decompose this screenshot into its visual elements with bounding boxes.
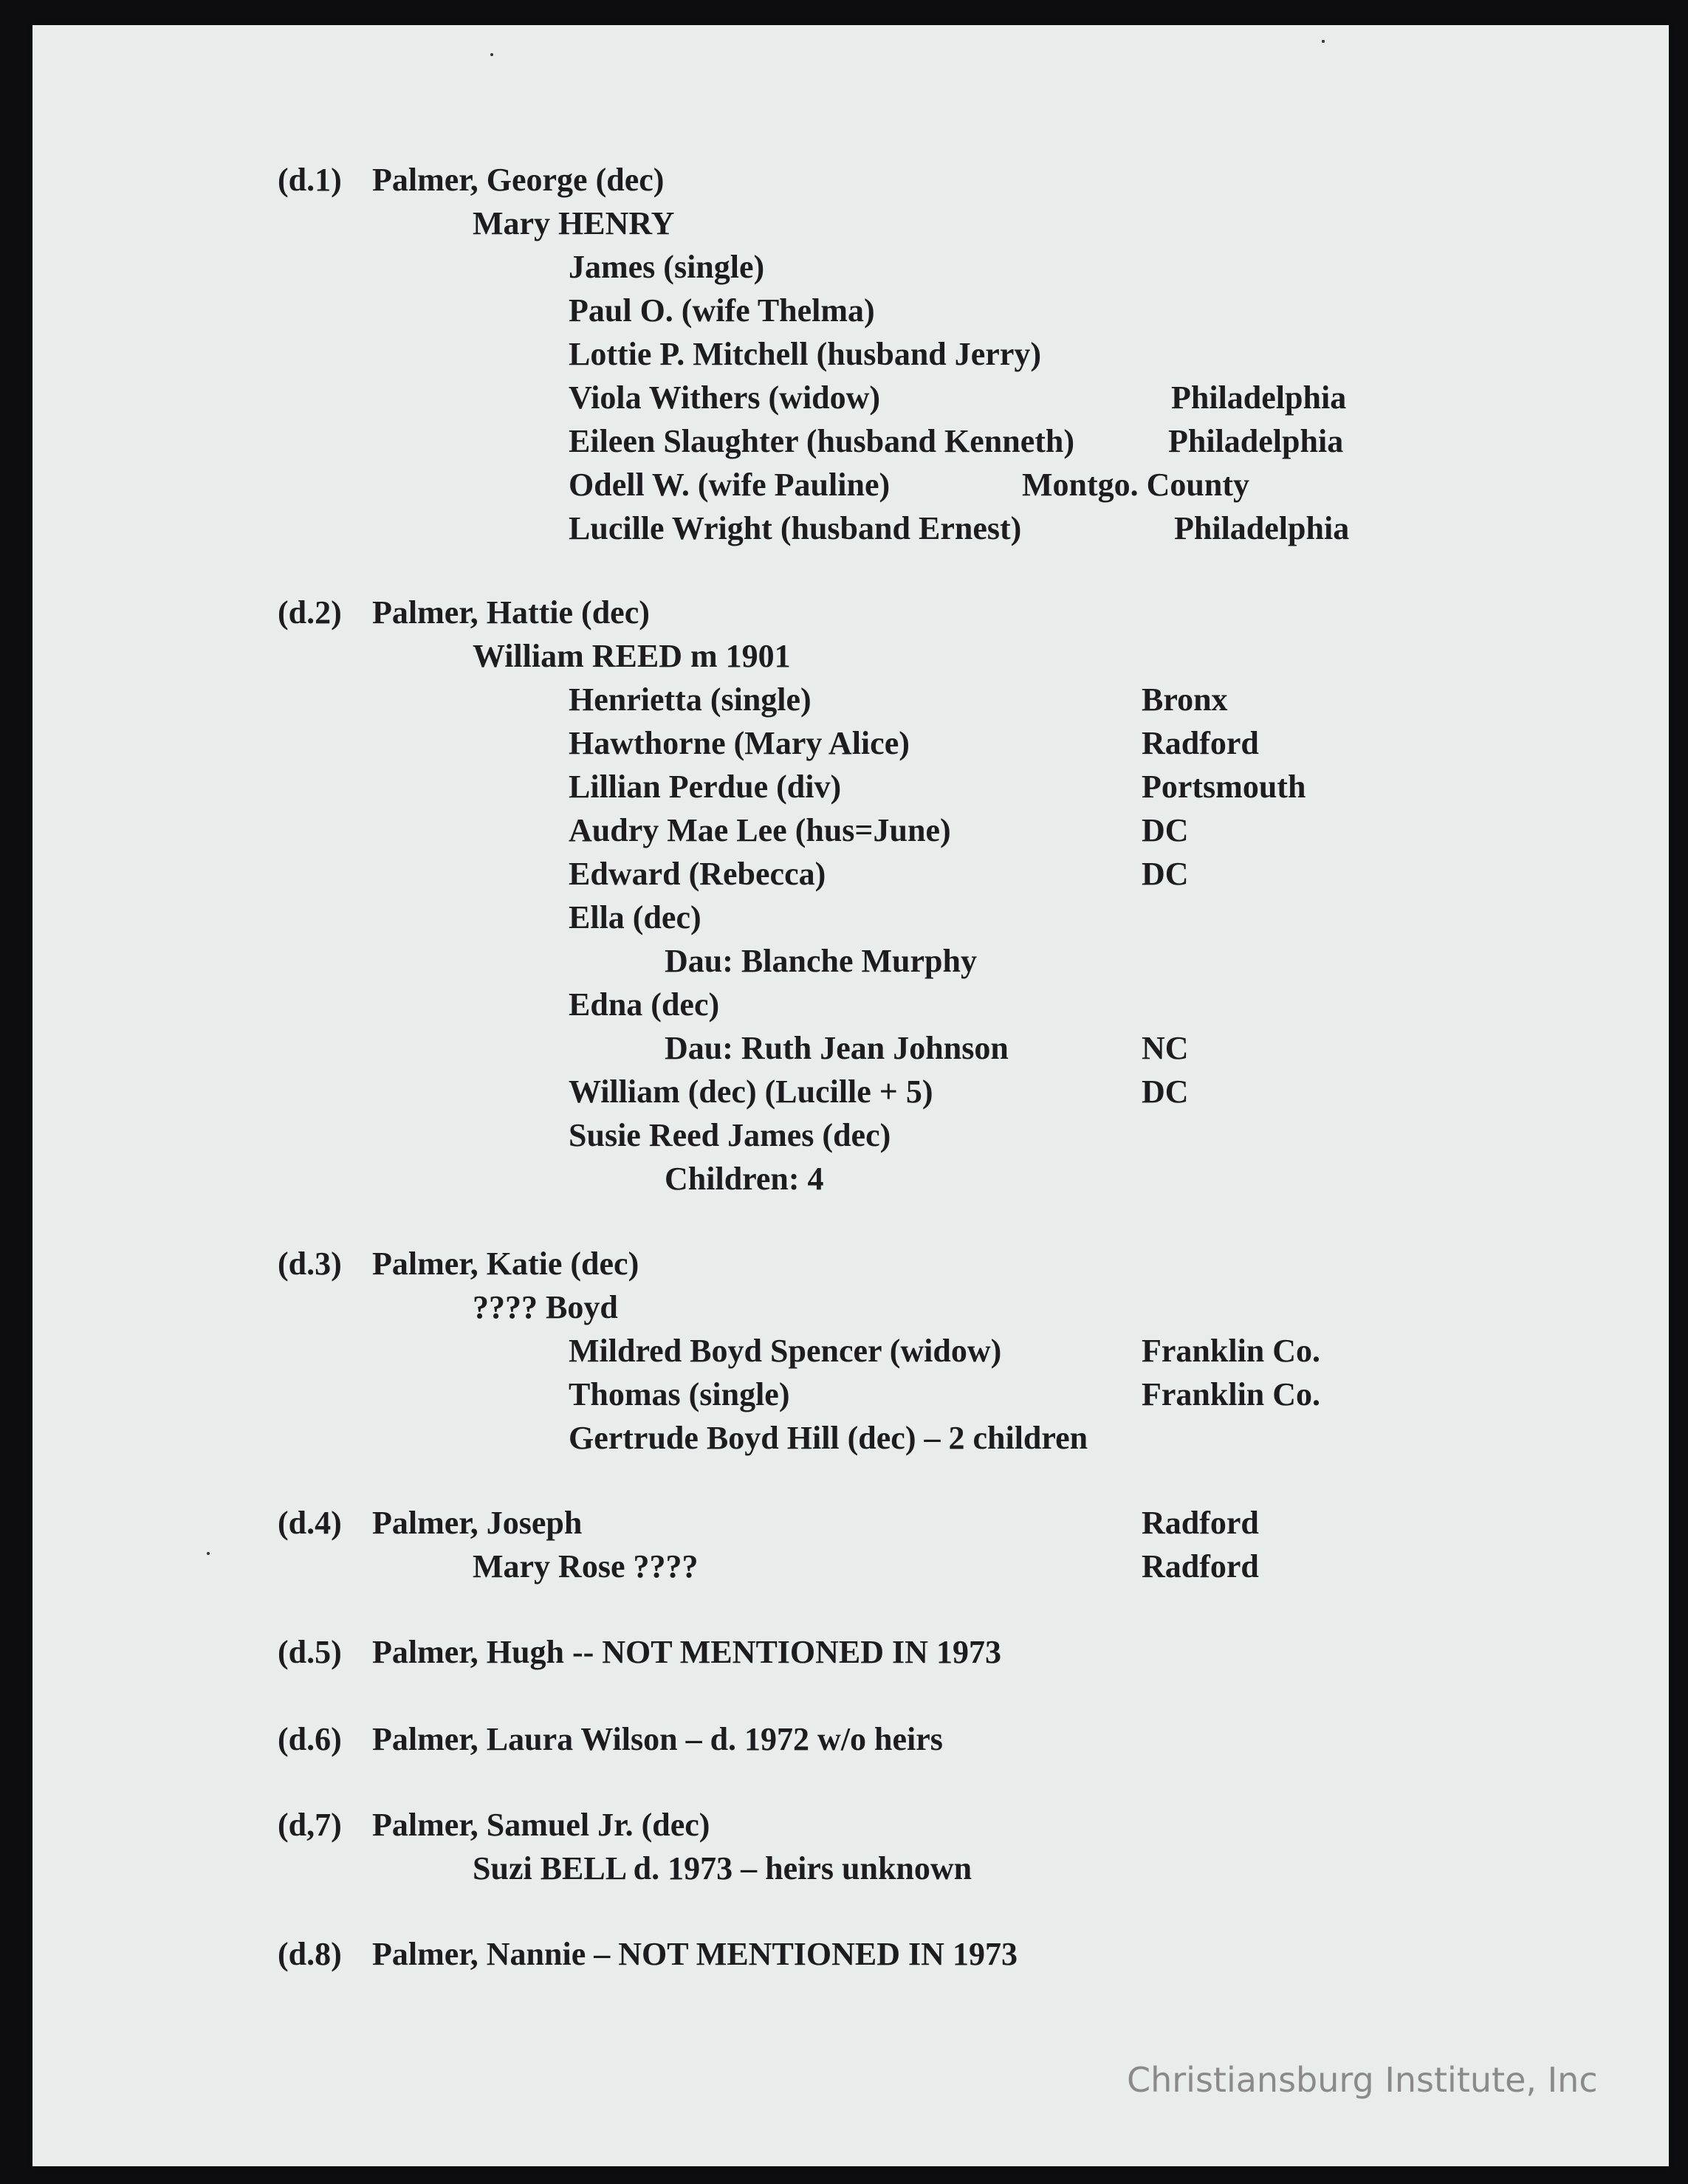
section-d2-child: Edward (Rebecca) <box>569 856 826 892</box>
section-d3-place: Franklin Co. <box>1142 1376 1321 1412</box>
section-d3-name: Palmer, Katie (dec) <box>372 1246 639 1282</box>
section-d1-child: Paul O. (wife Thelma) <box>569 292 875 329</box>
section-d3-child: Gertrude Boyd Hill (dec) – 2 children <box>569 1420 1088 1456</box>
section-d4-spouse-place: Radford <box>1142 1548 1259 1584</box>
section-d3-child: Thomas (single) <box>569 1376 790 1412</box>
section-d7-id: (d,7) <box>278 1807 342 1843</box>
section-d6-id: (d.6) <box>278 1721 342 1757</box>
section-d5-name: Palmer, Hugh -- NOT MENTIONED IN 1973 <box>372 1634 1001 1670</box>
section-d1-child: Lottie P. Mitchell (husband Jerry) <box>569 336 1041 372</box>
section-d6-name: Palmer, Laura Wilson – d. 1972 w/o heirs <box>372 1721 943 1757</box>
section-d2-place: Radford <box>1142 725 1259 761</box>
section-d2-place: Portsmouth <box>1142 769 1306 805</box>
section-d2-child: Lillian Perdue (div) <box>569 769 842 805</box>
document-page <box>32 25 1669 2166</box>
section-d2-child: Ella (dec) <box>569 899 701 935</box>
section-d2-name: Palmer, Hattie (dec) <box>372 594 650 631</box>
section-d4-spouse: Mary Rose ???? <box>473 1548 699 1584</box>
section-d2-grandchild: Dau: Blanche Murphy <box>665 943 977 979</box>
section-d1-child: James (single) <box>569 249 765 285</box>
section-d2-child: William (dec) (Lucille + 5) <box>569 1074 933 1110</box>
paper-speck <box>490 53 493 56</box>
section-d1-place: Philadelphia <box>1171 380 1347 416</box>
section-d1-child: Odell W. (wife Pauline) <box>569 467 891 503</box>
section-d2-place: NC <box>1142 1030 1189 1066</box>
watermark: Christiansburg Institute, Inc <box>1127 2060 1598 2100</box>
section-d4-place: Radford <box>1142 1505 1259 1541</box>
section-d1-place: Montgo. County <box>1022 467 1250 503</box>
paper-speck <box>207 1552 210 1555</box>
section-d2-id: (d.2) <box>278 594 342 631</box>
section-d2-child: Henrietta (single) <box>569 681 812 718</box>
section-d3-id: (d.3) <box>278 1246 342 1282</box>
section-d8-name: Palmer, Nannie – NOT MENTIONED IN 1973 <box>372 1936 1018 1972</box>
section-d5-id: (d.5) <box>278 1634 342 1670</box>
section-d2-place: DC <box>1142 812 1189 848</box>
section-d1-child: Lucille Wright (husband Ernest) <box>569 510 1022 546</box>
section-d7-name: Palmer, Samuel Jr. (dec) <box>372 1807 710 1843</box>
section-d4-name: Palmer, Joseph <box>372 1505 583 1541</box>
paper-speck <box>1322 40 1325 43</box>
section-d1-child: Viola Withers (widow) <box>569 380 881 416</box>
section-d3-child: Mildred Boyd Spencer (widow) <box>569 1333 1002 1369</box>
section-d1-id: (d.1) <box>278 162 342 198</box>
section-d2-place: DC <box>1142 1074 1189 1110</box>
section-d3-place: Franklin Co. <box>1142 1333 1321 1369</box>
section-d2-child: Audry Mae Lee (hus=June) <box>569 812 951 848</box>
section-d1-place: Philadelphia <box>1174 510 1350 546</box>
section-d2-child: Edna (dec) <box>569 986 720 1023</box>
section-d4-id: (d.4) <box>278 1505 342 1541</box>
section-d2-place: DC <box>1142 856 1189 892</box>
section-d8-id: (d.8) <box>278 1936 342 1972</box>
section-d7-spouse: Suzi BELL d. 1973 – heirs unknown <box>473 1850 972 1886</box>
section-d3-spouse: ???? Boyd <box>473 1289 618 1325</box>
section-d2-grandchild: Children: 4 <box>665 1161 824 1197</box>
section-d2-child: Susie Reed James (dec) <box>569 1117 891 1153</box>
section-d1-spouse: Mary HENRY <box>473 205 675 241</box>
section-d2-child: Hawthorne (Mary Alice) <box>569 725 910 761</box>
section-d1-child: Eileen Slaughter (husband Kenneth) <box>569 423 1075 459</box>
section-d2-place: Bronx <box>1142 681 1228 718</box>
section-d1-place: Philadelphia <box>1168 423 1344 459</box>
section-d1-name: Palmer, George (dec) <box>372 162 665 198</box>
section-d2-grandchild: Dau: Ruth Jean Johnson <box>665 1030 1009 1066</box>
section-d2-spouse: William REED m 1901 <box>473 638 791 674</box>
